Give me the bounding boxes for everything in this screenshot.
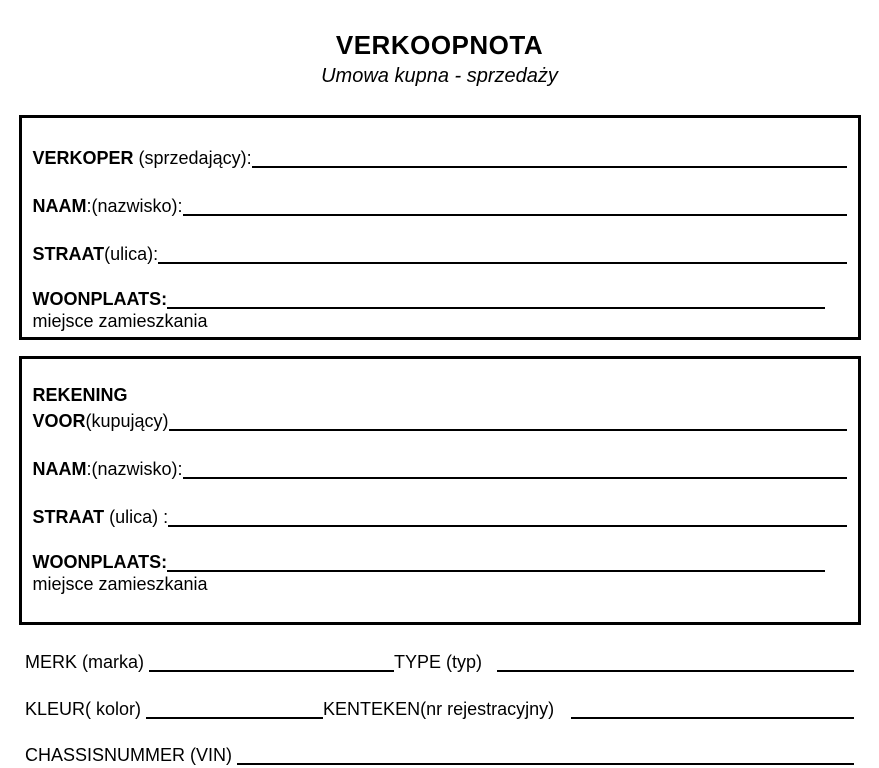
buyer-section: [19, 356, 861, 625]
seller-straat-hint: (ulica):: [104, 244, 159, 264]
type-fill-line[interactable]: [497, 668, 854, 672]
field-voor: [33, 410, 847, 432]
row-kleur-kenteken: [25, 698, 854, 720]
buyer-naam-label: NAAM: [32, 459, 87, 479]
seller-woonplaats-fill-line[interactable]: [167, 305, 824, 309]
form-title: VERKOOPNOTA: [335, 30, 544, 60]
buyer-woonplaats-note: miejsce zamieszkania: [32, 574, 208, 594]
seller-naam-fill-line[interactable]: [183, 212, 847, 216]
chassisnummer-label: CHASSISNUMMER: [25, 745, 186, 765]
field-seller-straat: [33, 243, 847, 265]
merk-fill-line[interactable]: [149, 668, 394, 672]
buyer-straat-hint: (ulica) :: [104, 507, 169, 527]
seller-straat-fill-line[interactable]: [158, 260, 846, 264]
seller-naam-hint: :(nazwisko):: [86, 196, 183, 216]
kenteken-hint: (nr rejestracyjny): [420, 699, 560, 719]
buyer-heading-row: [33, 384, 847, 406]
seller-section: [19, 115, 861, 340]
field-buyer-naam: [33, 458, 847, 480]
buyer-straat-fill-line[interactable]: [168, 523, 846, 527]
voor-label: VOOR: [32, 411, 86, 431]
buyer-naam-hint: :(nazwisko):: [86, 459, 183, 479]
field-verkoper: [33, 147, 847, 169]
verkoper-hint: (sprzedający):: [133, 148, 252, 168]
field-seller-naam: [33, 195, 847, 217]
buyer-woonplaats-fill-line[interactable]: [167, 568, 824, 572]
seller-naam-label: NAAM: [32, 196, 87, 216]
kleur-fill-line[interactable]: [146, 715, 323, 719]
merk-label: MERK: [25, 652, 78, 672]
seller-woonplaats-label: WOONPLAATS:: [32, 289, 168, 309]
row-chassisnummer: [25, 744, 854, 766]
voor-fill-line[interactable]: [169, 427, 847, 431]
rekening-label: REKENING: [32, 385, 128, 405]
kleur-label: KLEUR: [25, 699, 86, 719]
buyer-naam-fill-line[interactable]: [183, 475, 847, 479]
chassisnummer-fill-line[interactable]: [237, 761, 854, 765]
chassisnummer-hint: (VIN): [185, 745, 238, 765]
kenteken-fill-line[interactable]: [571, 715, 854, 719]
verkoper-label: VERKOPER: [32, 148, 134, 168]
kleur-hint: ( kolor): [85, 699, 147, 719]
type-hint: (typ): [441, 652, 488, 672]
buyer-woonplaats-label: WOONPLAATS:: [32, 552, 168, 572]
field-seller-woonplaats: [33, 288, 847, 310]
field-buyer-straat: [33, 506, 847, 528]
voor-hint: (kupujący): [85, 411, 169, 431]
merk-hint: (marka): [77, 652, 150, 672]
document-header: [0, 0, 879, 89]
row-merk-type: [25, 651, 854, 673]
form-subtitle: Umowa kupna - sprzedaży: [321, 65, 558, 87]
kenteken-label: KENTEKEN: [323, 699, 421, 719]
field-buyer-woonplaats: [33, 551, 847, 573]
buyer-straat-label: STRAAT: [32, 507, 105, 527]
seller-woonplaats-note: miejsce zamieszkania: [32, 311, 208, 331]
vehicle-section: [25, 651, 854, 766]
verkoper-fill-line[interactable]: [252, 164, 847, 168]
seller-straat-label: STRAAT: [32, 244, 105, 264]
type-label: TYPE: [394, 652, 442, 672]
